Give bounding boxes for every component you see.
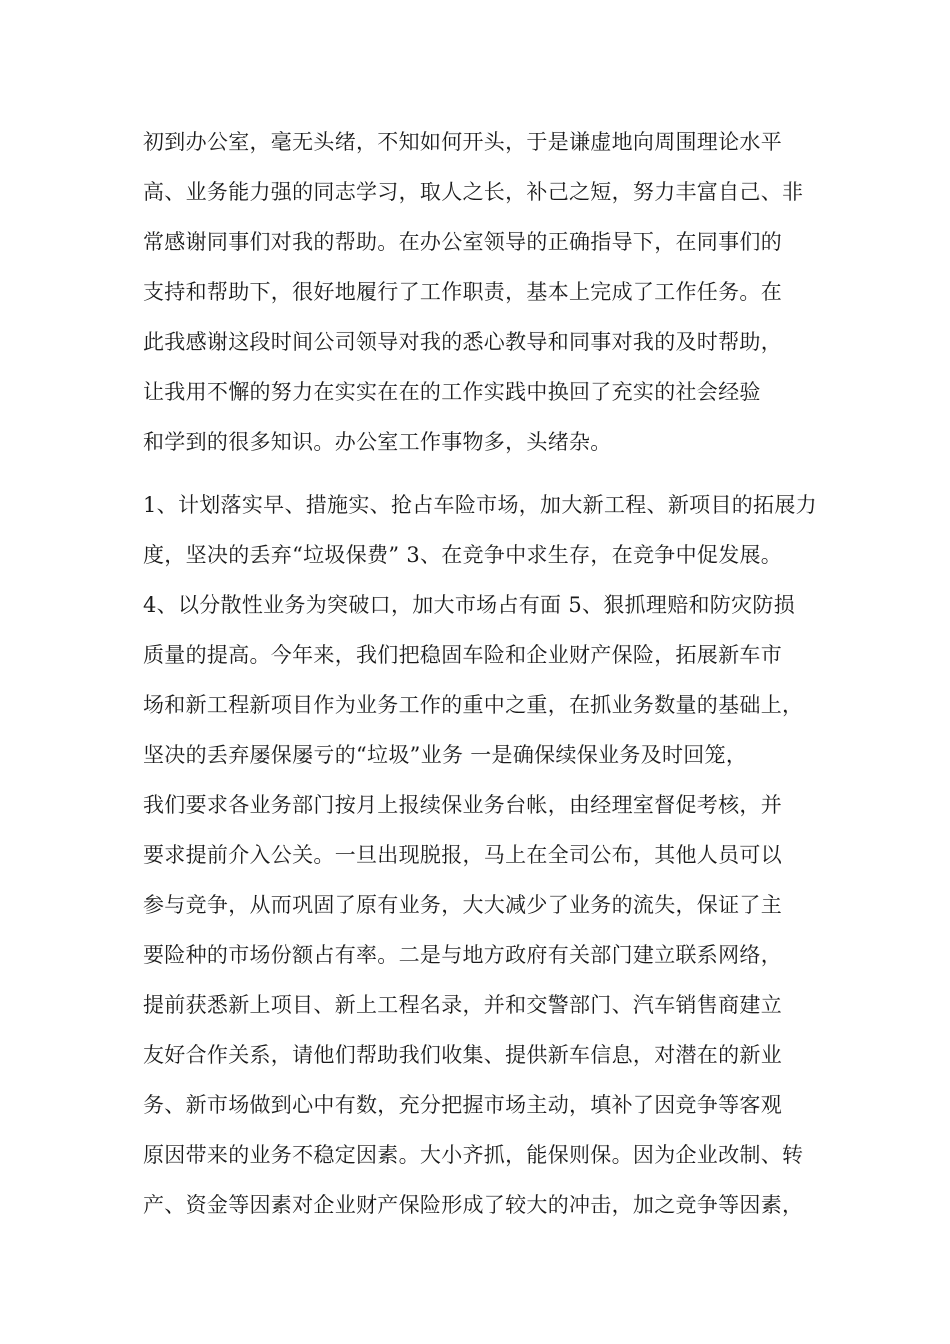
paragraph-2-line-10: 要险种的市场份额占有率。二是与地方政府有关部门建立联系网络， (143, 943, 782, 967)
paragraph-1-line-2: 高、业务能力强的同志学习，取人之长，补己之短，努力丰富自己、非 (143, 180, 804, 204)
paragraph-2-line-9: 参与竞争，从而巩固了原有业务，大大减少了业务的流失，保证了主 (143, 893, 782, 917)
paragraph-1-line-6: 让我用不懈的努力在实实在在的工作实践中换回了充实的社会经验 (143, 380, 761, 404)
paragraph-2-line-1: 1、计划落实早、措施实、抢占车险市场，加大新工程、新项目的拓展力 (143, 493, 817, 517)
paragraph-1-line-7: 和学到的很多知识。办公室工作事物多，头绪杂。 (143, 430, 612, 454)
paragraph-2-line-3: 4、以分散性业务为突破口，加大市场占有面 5、狠抓理赔和防灾防损 (143, 593, 795, 617)
paragraph-2-line-7: 我们要求各业务部门按月上报续保业务台帐，由经理室督促考核，并 (143, 793, 782, 817)
paragraph-1-line-3: 常感谢同事们对我的帮助。在办公室领导的正确指导下，在同事们的 (143, 230, 782, 254)
paragraph-1-line-1: 初到办公室，毫无头绪，不知如何开头，于是谦虚地向周围理论水平 (143, 130, 782, 154)
paragraph-2-line-15: 产、资金等因素对企业财产保险形成了较大的冲击，加之竞争等因素， (143, 1193, 804, 1217)
paragraph-2-line-6: 坚决的丢弃屡保屡亏的“垃圾”业务 一是确保续保业务及时回笼， (143, 743, 748, 767)
paragraph-1-line-4: 支持和帮助下，很好地履行了工作职责，基本上完成了工作任务。在 (143, 280, 782, 304)
paragraph-2-line-13: 务、新市场做到心中有数，充分把握市场主动，填补了因竞争等客观 (143, 1093, 782, 1117)
paragraph-1-line-5: 此我感谢这段时间公司领导对我的悉心教导和同事对我的及时帮助， (143, 330, 782, 354)
paragraph-2-line-2: 度，坚决的丢弃“垃圾保费” 3、在竞争中求生存，在竞争中促发展。 (143, 543, 783, 567)
paragraph-2-line-4: 质量的提高。今年来，我们把稳固车险和企业财产保险，拓展新车市 (143, 643, 782, 667)
paragraph-2-line-8: 要求提前介入公关。一旦出现脱报，马上在全司公布，其他人员可以 (143, 843, 782, 867)
paragraph-2-line-5: 场和新工程新项目作为业务工作的重中之重，在抓业务数量的基础上， (143, 693, 804, 717)
paragraph-2-line-14: 原因带来的业务不稳定因素。大小齐抓，能保则保。因为企业改制、转 (143, 1143, 804, 1167)
paragraph-2-line-11: 提前获悉新上项目、新上工程名录，并和交警部门、汽车销售商建立 (143, 993, 782, 1017)
paragraph-2-line-12: 友好合作关系，请他们帮助我们收集、提供新车信息，对潜在的新业 (143, 1043, 782, 1067)
